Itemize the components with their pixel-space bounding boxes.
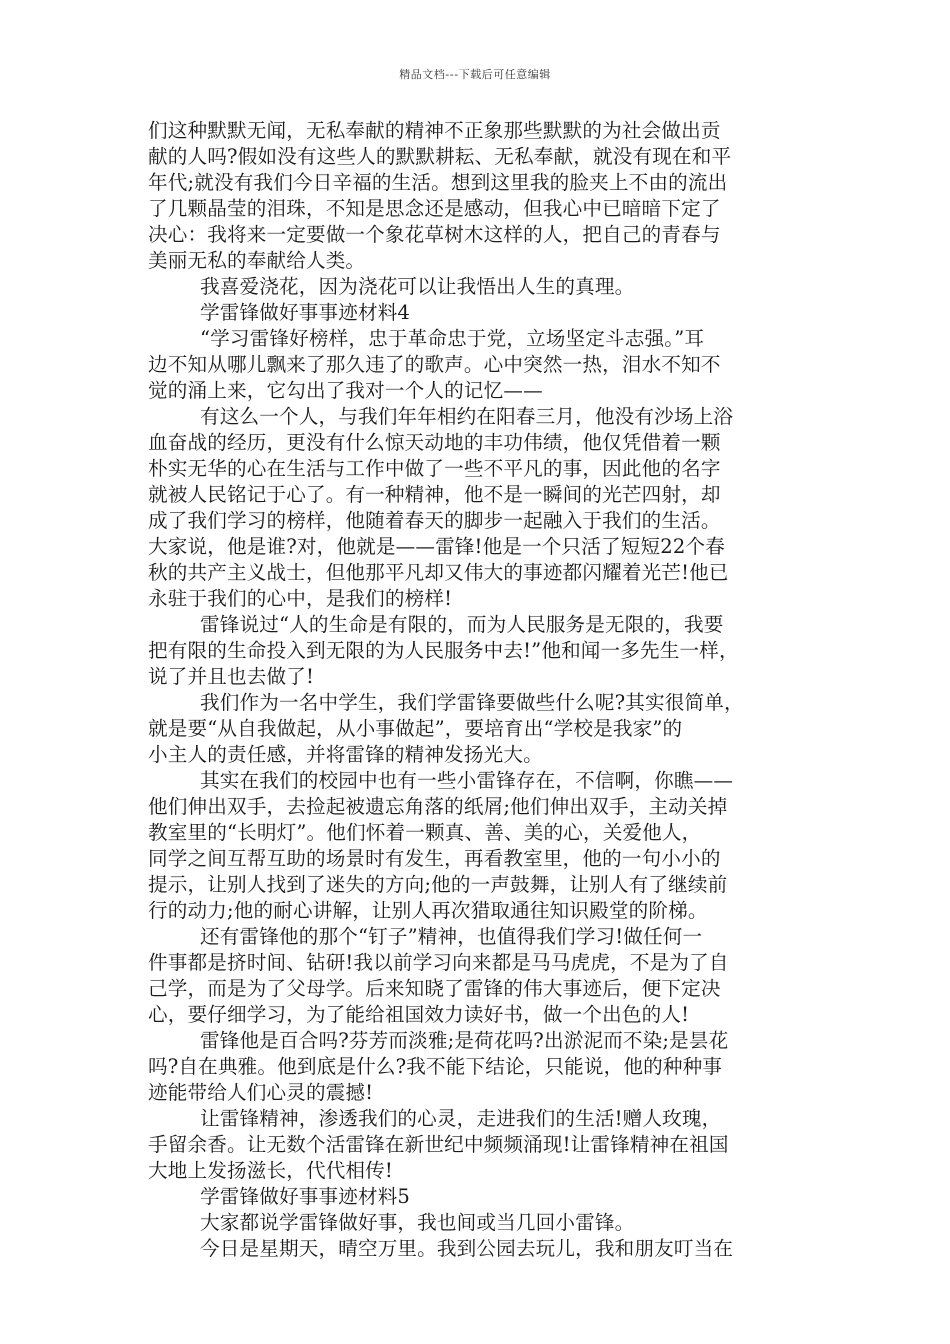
text-line: 我们作为一名中学生，我们学雷锋要做些什么呢?其实很简单， [200,691,744,714]
text-line: 就被人民铭记于心了。有一种精神，他不是一瞬间的光芒四射，却 [148,483,721,506]
text-line: 雷锋说过“人的生命是有限的，而为人民服务是无限的，我要 [200,613,724,636]
text-line: 大家都说学雷锋做好事，我也间或当几回小雷锋。 [200,1211,635,1234]
text-line: 说了并且也去做了! [148,665,314,688]
text-line: 让雷锋精神，渗透我们的心灵，走进我们的生活!赠人玫瑰， [200,1107,722,1130]
text-line: 就是要“从自我做起，从小事做起”，要培育出“学校是我家”的 [148,717,683,740]
text-line: 心，要仔细学习，为了能给祖国效力读好书，做一个出色的人! [148,1003,690,1026]
text-line: 行的动力;他的耐心讲解，让别人再次猎取通往知识殿堂的阶梯。 [148,899,708,922]
text-line: 们这种默默无闻，无私奉献的精神不正象那些默默的为社会做出贡 [148,119,721,142]
text-line: 大家说，他是谁?对，他就是——雷锋!他是一个只活了短短22个春 [148,535,725,558]
text-line: 手留余香。让无数个活雷锋在新世纪中频频涌现!让雷锋精神在祖国 [148,1133,729,1156]
text-line: 小主人的责任感，并将雷锋的精神发扬光大。 [148,743,543,766]
text-line: 有这么一个人，与我们年年相约在阳春三月，他没有沙场上浴 [200,405,734,428]
text-line: 提示，让别人找到了迷失的方向;他的一声鼓舞，让别人有了继续前 [148,873,728,896]
text-line: 血奋战的经历，更没有什么惊天动地的丰功伟绩，他仅凭借着一颗 [148,431,721,454]
text-line: 其实在我们的校园中也有一些小雷锋存在，不信啊，你瞧—— [200,769,734,792]
text-line: 还有雷锋他的那个“钉子”精神，也值得我们学习!做任何一 [200,925,703,948]
text-line: 成了我们学习的榜样，他随着春天的脚步一起融入于我们的生活。 [148,509,721,532]
text-line: 教室里的“长明灯”。他们怀着一颗真、善、美的心，关爱他人， [148,821,702,844]
text-line: 决心：我将来一定要做一个象花草树木这样的人，把自己的青春与 [148,223,721,246]
text-line: 边不知从哪儿飘来了那久违了的歌声。心中突然一热，泪水不知不 [148,353,721,376]
text-line: 学雷锋做好事事迹材料4 [200,301,411,324]
text-line: 朴实无华的心在生活与工作中做了一些不平凡的事，因此他的名字 [148,457,721,480]
text-line: 年代;就没有我们今日辛福的生活。想到这里我的脸夹上不由的流出 [148,171,728,194]
text-line: “学习雷锋好榜样，忠于革命忠于党，立场坚定斗志强。”耳 [200,327,705,350]
text-line: 献的人吗?假如没有这些人的默默耕耘、无私奉献，就没有现在和平 [148,145,732,168]
text-line: 今日是星期天，晴空万里。我到公园去玩儿，我和朋友叮当在 [200,1237,734,1260]
text-line: 学雷锋做好事事迹材料5 [200,1185,411,1208]
text-line: 把有限的生命投入到无限的为人民服务中去!”他和闻一多先生一样， [148,639,739,662]
text-line: 大地上发扬滋长，代代相传! [148,1159,393,1182]
text-line: 我喜爱浇花，因为浇花可以让我悟出人生的真理。 [200,275,635,298]
text-line: 他们伸出双手，去捡起被遗忘角落的纸屑;他们伸出双手，主动关掉 [148,795,728,818]
text-line: 永驻于我们的心中，是我们的榜样! [148,587,453,610]
text-line: 同学之间互帮互助的场景时有发生，再看教室里，他的一句小小的 [148,847,721,870]
document-body [148,118,808,1262]
text-line: 了几颗晶莹的泪珠，不知是思念还是感动，但我心中已暗暗下定了 [148,197,721,220]
text-line: 美丽无私的奉献给人类。 [148,249,366,272]
text-line: 迹能带给人们心灵的震撼! [148,1081,374,1104]
text-line: 吗?自在典雅。他到底是什么?我不能下结论，只能说，他的种种事 [148,1055,723,1078]
text-line: 件事都是挤时间、钻研!我以前学习向来都是马马虎虎，不是为了自 [148,951,729,974]
text-line: 雷锋他是百合吗?芬芳而淡雅;是荷花吗?出淤泥而不染;是昙花 [200,1029,729,1052]
page-header: 精品文档---下载后可任意编辑 [399,68,551,81]
text-line: 己学，而是为了父母学。后来知晓了雷锋的伟大事迹后，便下定决 [148,977,721,1000]
text-line: 觉的涌上来，它勾出了我对一个人的记忆—— [148,379,543,402]
text-line: 秋的共产主义战士，但他那平凡却又伟大的事迹都闪耀着光芒!他已 [148,561,729,584]
